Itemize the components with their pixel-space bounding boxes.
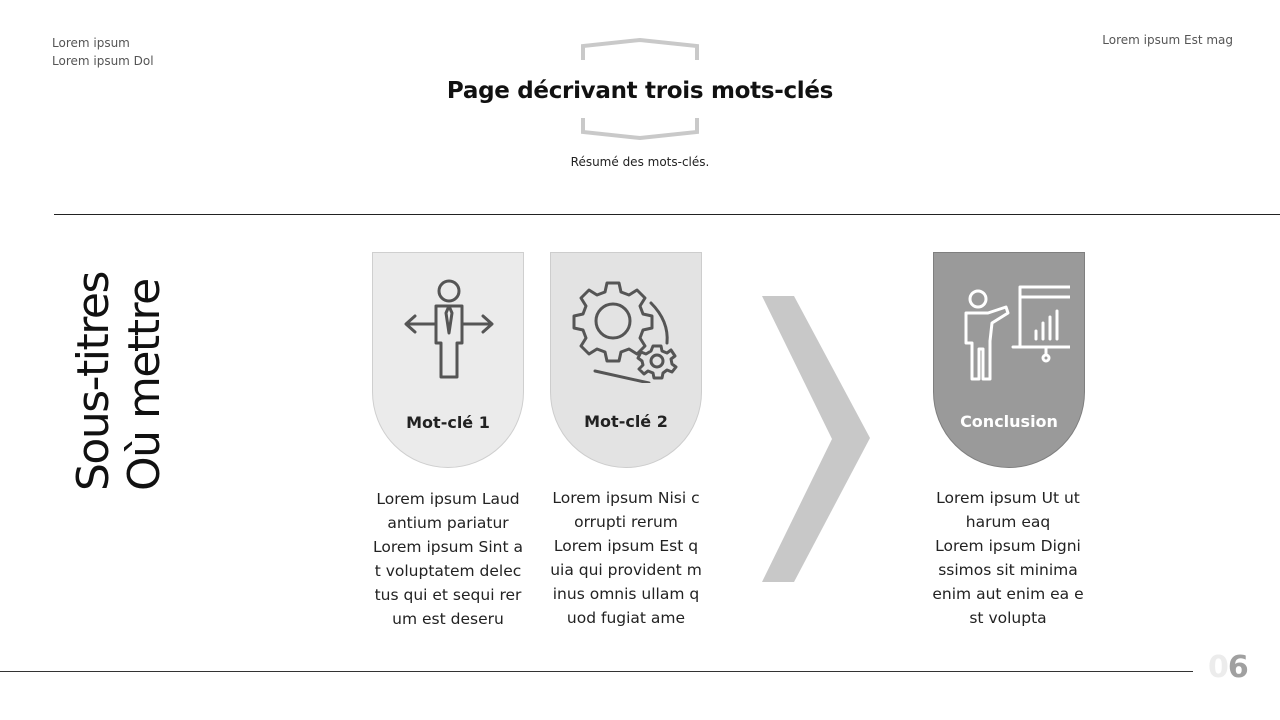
description-line: Lorem ipsum Ut ut bbox=[936, 489, 1080, 507]
conclusion-card-description bbox=[928, 486, 1088, 630]
description-line: uia qui provident m bbox=[550, 561, 702, 579]
keyword-card-2-label: Mot-clé 2 bbox=[584, 412, 668, 431]
description-line: Lorem ipsum Nisi c bbox=[552, 489, 700, 507]
presenter-chart-icon bbox=[950, 273, 1070, 383]
person-arrows-icon bbox=[389, 273, 509, 383]
chevron-right-icon bbox=[760, 296, 872, 582]
description-line: orrupti rerum bbox=[574, 513, 678, 531]
top-right-caption: Lorem ipsum Est mag bbox=[1102, 33, 1233, 47]
description-line: ssimos sit minima bbox=[938, 561, 1078, 579]
vertical-subtitle-line-1: Sous-titres bbox=[68, 272, 119, 491]
keyword-card-1-description bbox=[368, 487, 528, 631]
description-line: antium pariatur bbox=[387, 514, 509, 532]
description-line: uod fugiat ame bbox=[566, 609, 686, 627]
description-line: st volupta bbox=[969, 609, 1047, 627]
description-line: Lorem ipsum Laud bbox=[376, 490, 520, 508]
keyword-card-1 bbox=[372, 252, 524, 468]
top-left-line-2: Lorem ipsum Dol bbox=[52, 54, 154, 68]
conclusion-card bbox=[933, 252, 1085, 468]
page-number-digit-1: 0 bbox=[1208, 650, 1228, 685]
divider-top bbox=[54, 214, 1280, 215]
description-line: enim aut enim ea e bbox=[932, 585, 1084, 603]
title-frame-top-icon bbox=[580, 38, 700, 62]
description-line: t voluptatem delec bbox=[374, 562, 522, 580]
page-subtitle: Résumé des mots-clés. bbox=[570, 155, 710, 169]
description-line: tus qui et sequi rer bbox=[374, 586, 522, 604]
description-line: harum eaq bbox=[965, 513, 1051, 531]
divider-bottom bbox=[0, 671, 1193, 672]
keyword-card-1-label: Mot-clé 1 bbox=[406, 413, 490, 432]
page-title: Page décrivant trois mots-clés bbox=[446, 78, 834, 104]
title-frame-bottom-icon bbox=[580, 116, 700, 140]
page-number-digit-2: 6 bbox=[1227, 650, 1248, 685]
conclusion-card-label: Conclusion bbox=[960, 412, 1058, 431]
page-number bbox=[1208, 650, 1248, 685]
top-left-caption bbox=[52, 34, 154, 70]
vertical-subtitle-line-2: Où mettre bbox=[119, 279, 170, 491]
gears-icon bbox=[567, 273, 687, 383]
description-line: inus omnis ullam q bbox=[552, 585, 700, 603]
keyword-card-2-description bbox=[546, 486, 706, 630]
top-left-line-1: Lorem ipsum bbox=[52, 36, 130, 50]
description-line: Lorem ipsum Digni bbox=[935, 537, 1081, 555]
keyword-card-2 bbox=[550, 252, 702, 468]
description-line: Lorem ipsum Sint a bbox=[373, 538, 523, 556]
description-line: Lorem ipsum Est q bbox=[553, 537, 699, 555]
vertical-subtitle bbox=[68, 249, 170, 491]
description-line: um est deseru bbox=[392, 610, 504, 628]
